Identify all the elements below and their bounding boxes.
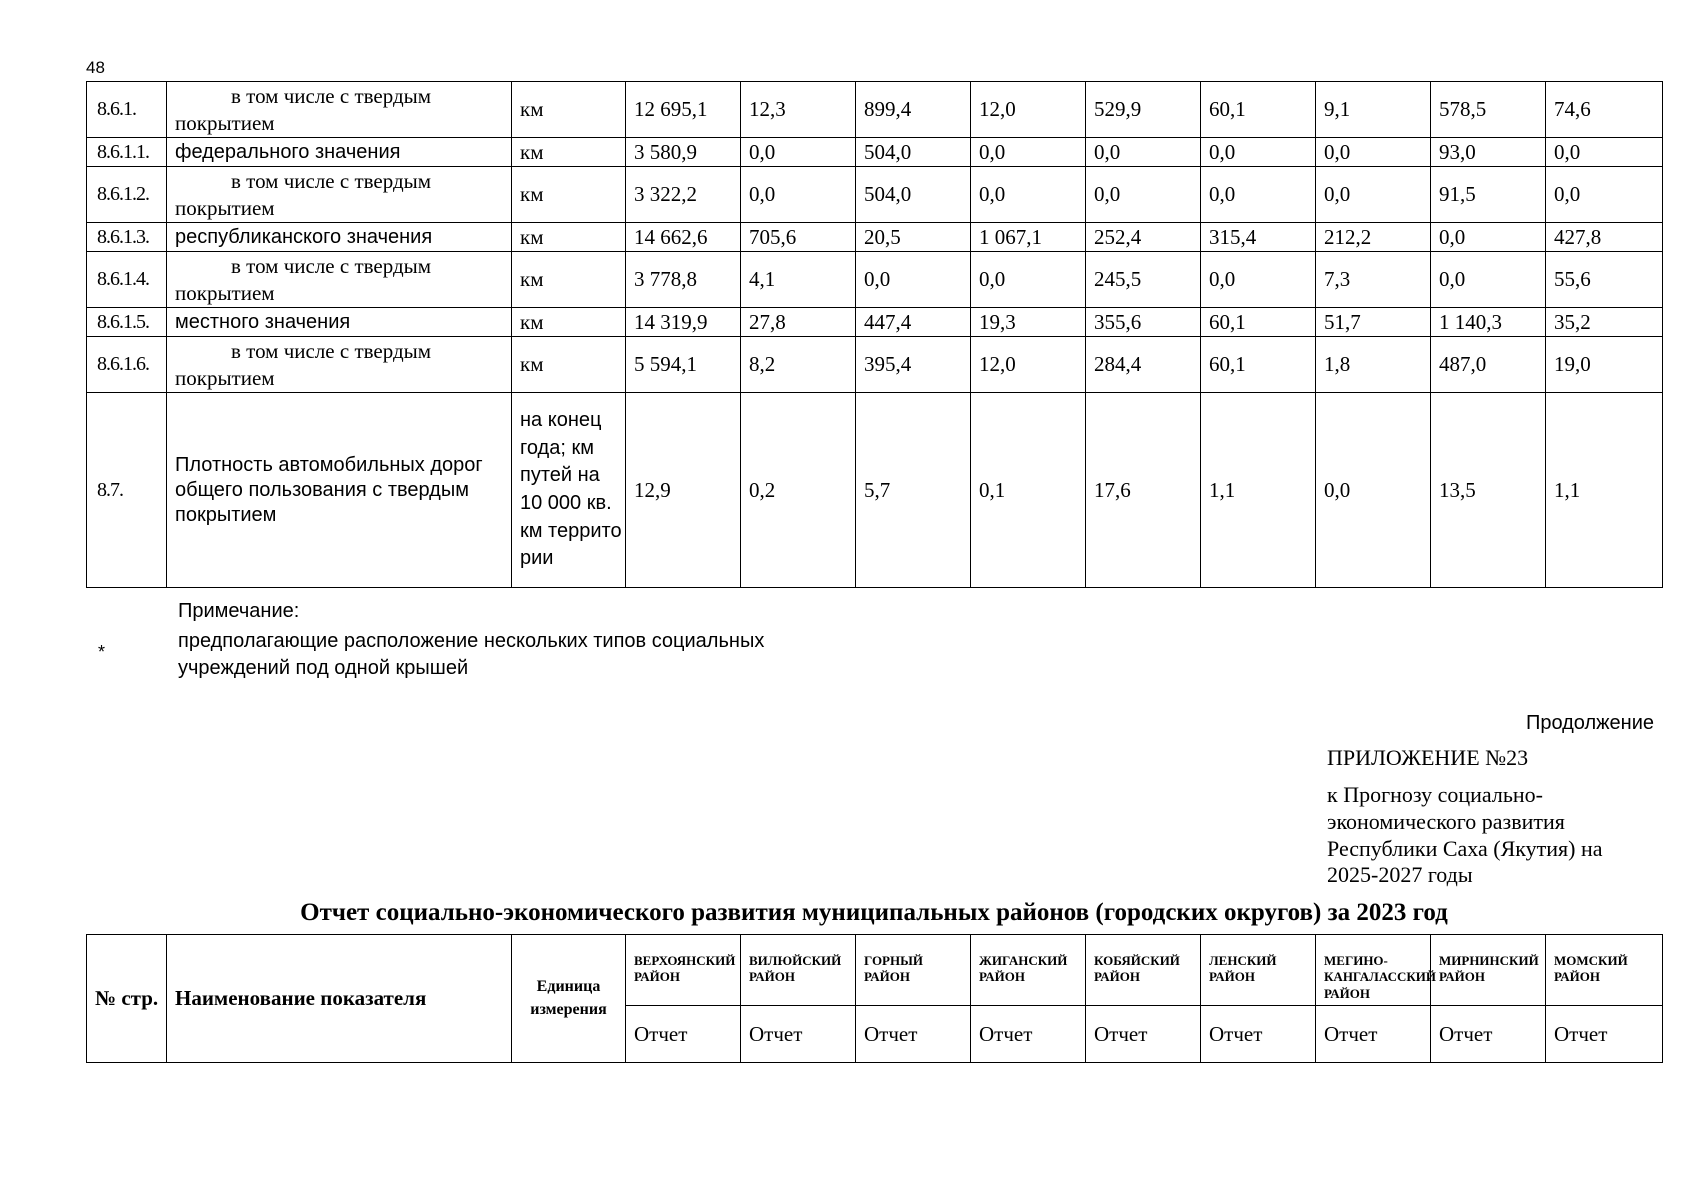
row-value: 7,3 <box>1316 252 1431 308</box>
row-value: 12 695,1 <box>626 82 741 138</box>
row-value: 284,4 <box>1086 337 1201 393</box>
row-value: 578,5 <box>1431 82 1546 138</box>
district-header: МИРНИНСКИЙ РАЙОН <box>1431 935 1546 1006</box>
row-value: 0,0 <box>1316 138 1431 167</box>
district-header: ГОРНЫЙ РАЙОН <box>856 935 971 1006</box>
table-row <box>87 82 1663 138</box>
table-row <box>87 393 1663 588</box>
appendix-title: ПРИЛОЖЕНИЕ №23 <box>1327 745 1529 770</box>
row-value: 0,0 <box>971 252 1086 308</box>
continuation-label: Продолжение <box>1525 712 1654 734</box>
district-header: ЖИГАНСКИЙ РАЙОН <box>971 935 1086 1006</box>
row-value: 0,0 <box>1086 138 1201 167</box>
row-code: 8.6.1. <box>87 82 167 138</box>
row-value: 0,2 <box>741 393 856 588</box>
row-unit: км <box>512 337 626 393</box>
table-row <box>87 167 1663 223</box>
row-value: 504,0 <box>856 167 971 223</box>
row-value: 13,5 <box>1431 393 1546 588</box>
row-value: 0,0 <box>1201 252 1316 308</box>
row-value: 9,1 <box>1316 82 1431 138</box>
header-indicator-name: Наименование показателя <box>167 935 512 1063</box>
row-value: 35,2 <box>1546 308 1663 337</box>
row-name: в том числе с твердым покрытием <box>167 82 512 138</box>
row-unit: км <box>512 82 626 138</box>
row-value: 12,0 <box>971 82 1086 138</box>
note-text: предполагающие расположение нескольких типов социальных учреждений под одной крышей <box>178 630 765 679</box>
district-header: МЕГИНО-КАНГАЛАССКИЙ РАЙОН <box>1316 935 1431 1006</box>
row-value: 0,0 <box>1086 167 1201 223</box>
row-value: 487,0 <box>1431 337 1546 393</box>
row-name: в том числе с твердым покрытием <box>167 252 512 308</box>
header-row-number: № стр. <box>87 935 167 1063</box>
row-code: 8.6.1.2. <box>87 167 167 223</box>
row-value: 245,5 <box>1086 252 1201 308</box>
table-row <box>87 252 1663 308</box>
district-header: ВИЛЮЙСКИЙ РАЙОН <box>741 935 856 1006</box>
row-value: 355,6 <box>1086 308 1201 337</box>
row-value: 5,7 <box>856 393 971 588</box>
district-header: МОМСКИЙ РАЙОН <box>1546 935 1663 1006</box>
row-value: 0,0 <box>1316 167 1431 223</box>
row-value: 899,4 <box>856 82 971 138</box>
row-name: в том числе с твердым покрытием <box>167 337 512 393</box>
row-value: 20,5 <box>856 223 971 252</box>
row-value: 0,0 <box>1201 138 1316 167</box>
row-value: 60,1 <box>1201 337 1316 393</box>
row-unit: км <box>512 252 626 308</box>
row-unit: км <box>512 308 626 337</box>
row-value: 12,3 <box>741 82 856 138</box>
row-value: 395,4 <box>856 337 971 393</box>
row-value: 19,3 <box>971 308 1086 337</box>
row-value: 19,0 <box>1546 337 1663 393</box>
report-header-table <box>86 934 1663 1063</box>
row-value: 447,4 <box>856 308 971 337</box>
row-code: 8.6.1.4. <box>87 252 167 308</box>
report-column-label: Отчет <box>1431 1006 1546 1063</box>
row-value: 504,0 <box>856 138 971 167</box>
row-value: 0,0 <box>1546 167 1663 223</box>
district-header: КОБЯЙСКИЙ РАЙОН <box>1086 935 1201 1006</box>
row-value: 1,1 <box>1201 393 1316 588</box>
row-value: 3 322,2 <box>626 167 741 223</box>
row-value: 91,5 <box>1431 167 1546 223</box>
row-value: 55,6 <box>1546 252 1663 308</box>
row-value: 93,0 <box>1431 138 1546 167</box>
table-row <box>87 138 1663 167</box>
row-code: 8.6.1.1. <box>87 138 167 167</box>
row-unit: на конец года; км путей на 10 000 кв. км террито рии <box>512 393 626 588</box>
page-number: 48 <box>86 58 105 77</box>
row-value: 212,2 <box>1316 223 1431 252</box>
row-value: 12,0 <box>971 337 1086 393</box>
report-column-label: Отчет <box>1201 1006 1316 1063</box>
row-name: Плотность автомобильных дорог общего пользования с твердым покрытием <box>167 393 512 588</box>
header-unit: Единица измерения <box>512 935 626 1063</box>
row-value: 0,0 <box>1316 393 1431 588</box>
row-value: 1 067,1 <box>971 223 1086 252</box>
row-unit: км <box>512 138 626 167</box>
row-value: 27,8 <box>741 308 856 337</box>
row-value: 0,0 <box>741 138 856 167</box>
row-code: 8.7. <box>87 393 167 588</box>
row-value: 3 778,8 <box>626 252 741 308</box>
row-unit: км <box>512 167 626 223</box>
row-value: 14 662,6 <box>626 223 741 252</box>
row-value: 8,2 <box>741 337 856 393</box>
row-value: 4,1 <box>741 252 856 308</box>
row-value: 0,0 <box>856 252 971 308</box>
table-row <box>87 223 1663 252</box>
note-label: Примечание: <box>178 600 300 622</box>
table-row <box>87 308 1663 337</box>
row-value: 12,9 <box>626 393 741 588</box>
row-name: федерального значения <box>167 138 512 167</box>
row-value: 51,7 <box>1316 308 1431 337</box>
report-column-label: Отчет <box>1316 1006 1431 1063</box>
row-unit: км <box>512 223 626 252</box>
row-value: 0,1 <box>971 393 1086 588</box>
row-value: 1,1 <box>1546 393 1663 588</box>
report-column-label: Отчет <box>626 1006 741 1063</box>
row-code: 8.6.1.3. <box>87 223 167 252</box>
row-value: 5 594,1 <box>626 337 741 393</box>
indicator-table <box>86 81 1663 588</box>
row-value: 0,0 <box>971 167 1086 223</box>
row-value: 315,4 <box>1201 223 1316 252</box>
row-value: 60,1 <box>1201 82 1316 138</box>
row-name: в том числе с твердым покрытием <box>167 167 512 223</box>
row-value: 14 319,9 <box>626 308 741 337</box>
row-value: 0,0 <box>971 138 1086 167</box>
report-column-label: Отчет <box>1086 1006 1201 1063</box>
row-value: 0,0 <box>1546 138 1663 167</box>
row-value: 1 140,3 <box>1431 308 1546 337</box>
row-value: 60,1 <box>1201 308 1316 337</box>
row-name: республиканского значения <box>167 223 512 252</box>
row-value: 252,4 <box>1086 223 1201 252</box>
report-column-label: Отчет <box>971 1006 1086 1063</box>
row-value: 427,8 <box>1546 223 1663 252</box>
row-value: 0,0 <box>741 167 856 223</box>
row-code: 8.6.1.5. <box>87 308 167 337</box>
row-code: 8.6.1.6. <box>87 337 167 393</box>
note-asterisk: * <box>98 642 106 662</box>
row-value: 17,6 <box>1086 393 1201 588</box>
appendix-subtitle: к Прогнозу социально-экономического развития Республики Саха (Якутия) на 2025-2027 годы <box>1327 782 1603 888</box>
report-column-label: Отчет <box>856 1006 971 1063</box>
row-value: 529,9 <box>1086 82 1201 138</box>
report-column-label: Отчет <box>741 1006 856 1063</box>
row-value: 0,0 <box>1431 223 1546 252</box>
district-header: ВЕРХОЯНСКИЙ РАЙОН <box>626 935 741 1006</box>
row-value: 74,6 <box>1546 82 1663 138</box>
report-column-label: Отчет <box>1546 1006 1663 1063</box>
row-value: 0,0 <box>1201 167 1316 223</box>
report-title: Отчет социально-экономического развития муниципальных районов (городских округов) за 2023 год <box>300 899 1448 926</box>
row-value: 0,0 <box>1431 252 1546 308</box>
row-value: 3 580,9 <box>626 138 741 167</box>
table-row <box>87 337 1663 393</box>
row-value: 1,8 <box>1316 337 1431 393</box>
row-value: 705,6 <box>741 223 856 252</box>
district-header: ЛЕНСКИЙ РАЙОН <box>1201 935 1316 1006</box>
row-name: местного значения <box>167 308 512 337</box>
